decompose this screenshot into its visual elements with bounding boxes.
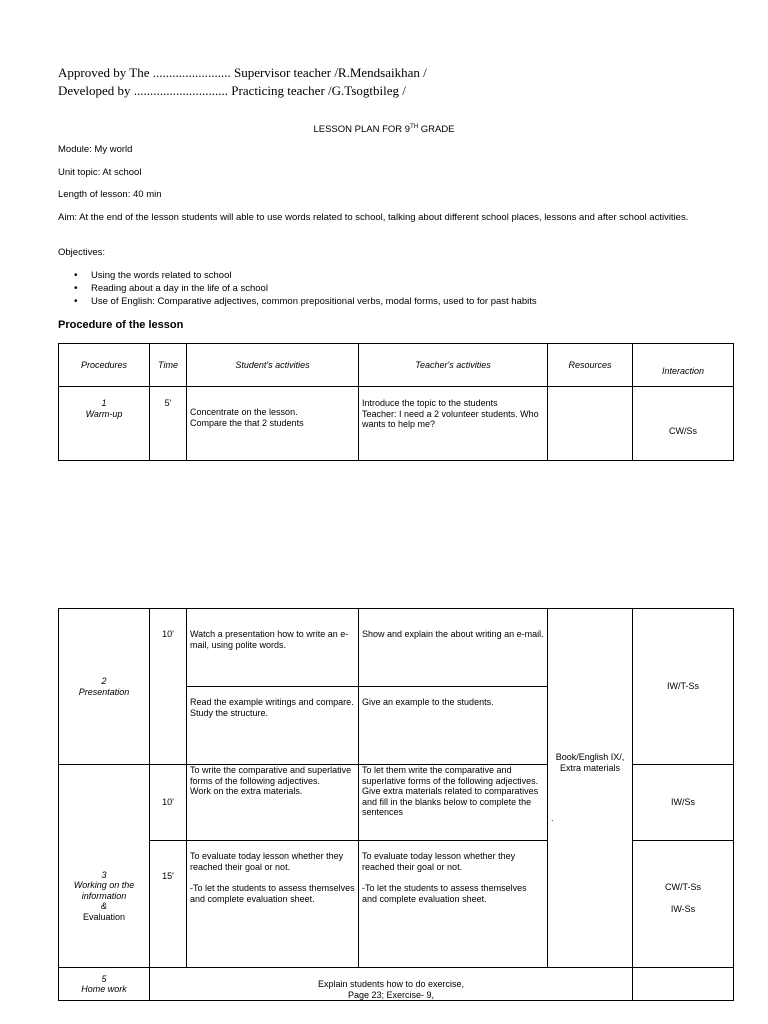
header-resources: Resources	[548, 344, 633, 387]
table-header-row	[59, 344, 734, 387]
procedure-name: Working on the	[73, 880, 135, 891]
procedure-cell	[59, 387, 150, 461]
table-row	[59, 968, 734, 1001]
teacher-activity: To evaluate today lesson whether they reached their goal or not.	[362, 851, 516, 872]
procedure-name: Presentation	[78, 686, 130, 697]
student-activity: To write the comparative and superlative forms of the following adjectives.	[190, 765, 352, 786]
developed-line: Developed by ............................. Practicing teacher /G.Tsogtbileg /	[58, 83, 406, 98]
procedure-cell	[59, 609, 150, 765]
procedure-name: Warm-up	[85, 408, 123, 419]
procedure-number: 3	[101, 869, 107, 880]
header-time: Time	[150, 344, 187, 387]
interaction-cell: IW/Ss	[633, 765, 734, 841]
title-tail: GRADE	[418, 124, 455, 136]
procedure-name: information	[81, 890, 127, 901]
procedure-name: &	[100, 901, 107, 912]
resource-item: Book/English IX/,	[555, 752, 625, 763]
time-cell: 15'	[150, 841, 187, 968]
resource-dot: .	[551, 813, 554, 824]
interaction-cell	[633, 841, 734, 968]
procedure-number: 1	[101, 398, 107, 408]
student-activity-cell	[187, 765, 359, 841]
homework-cell	[150, 968, 633, 1001]
table-row	[59, 765, 734, 841]
objective-item: • Using the words related to school	[58, 269, 708, 282]
teacher-activity-cell	[359, 841, 548, 968]
student-activities-cell	[187, 387, 359, 461]
student-activity: Compare the that 2 students	[190, 417, 304, 428]
procedure-heading: Procedure of the lesson	[58, 319, 184, 331]
resources-cell	[548, 387, 633, 461]
table-row	[59, 609, 734, 687]
teacher-activity: -To let the students to assess themselves and complete evaluation sheet.	[362, 883, 527, 904]
teacher-activities-cell	[359, 387, 548, 461]
student-activity: Concentrate on the lesson.	[190, 407, 298, 417]
student-activity: To evaluate today lesson whether they reached their goal or not.	[190, 851, 344, 872]
aim-paragraph: Aim: At the end of the lesson students will able to use words related to school, talking about different school places, lessons and after school activities.	[58, 212, 689, 223]
resource-item: Extra materials	[559, 762, 621, 773]
table-row	[59, 387, 734, 461]
procedure-cell	[59, 968, 150, 1001]
length-line: Length of lesson: 40 min	[58, 189, 162, 200]
procedure-number: 2	[101, 676, 107, 686]
student-activity: Watch a presentation how to write an e-mail, using polite words.	[187, 609, 359, 687]
resources-cell	[548, 609, 633, 968]
time-cell: 5'	[150, 387, 187, 461]
student-activity: Work on the extra materials.	[190, 786, 303, 796]
procedure-name: Home work	[81, 984, 127, 994]
objective-item: • Reading about a day in the life of a school	[58, 282, 708, 295]
student-activity: -To let the students to assess themselves and complete evaluation sheet.	[190, 883, 355, 904]
homework-text: Page 23; Exercise- 9,	[347, 989, 435, 1000]
time-cell: 10'	[150, 609, 187, 765]
interaction-value: CW/T-Ss	[665, 882, 702, 892]
procedure-number: 5	[101, 973, 107, 984]
student-activity-cell	[187, 687, 359, 765]
teacher-activity: Show and explain the about writing an e-mail.	[359, 609, 548, 687]
objectives-list	[58, 269, 708, 308]
procedure-name: Evaluation	[82, 911, 126, 922]
objectives-label: Objectives:	[58, 247, 105, 258]
header-teachers-activities: Teacher's activities	[359, 344, 548, 387]
interaction-cell: CW/Ss	[633, 387, 734, 461]
interaction-value: IW-Ss	[670, 903, 696, 914]
interaction-cell: IW/T-Ss	[633, 609, 734, 765]
approved-line: Approved by The ........................ Supervisor teacher /R.Mendsaikhan /	[58, 65, 427, 80]
title-sup: TH	[410, 124, 419, 130]
procedure-cell	[59, 765, 150, 968]
teacher-activity: To let them write the comparative and superlative forms of the following adjectives. Give extra materials related to comparatives and fill in the blanks below to complete the sentences	[359, 765, 548, 841]
teacher-activity: Introduce the topic to the students	[362, 398, 498, 408]
lesson-procedure-table	[58, 343, 734, 461]
homework-text: Explain students how to do exercise,	[317, 979, 465, 989]
header-procedures: Procedures	[59, 344, 150, 387]
unit-topic-line: Unit topic: At school	[58, 167, 142, 178]
table-row	[59, 841, 734, 968]
header-interaction: Interaction	[633, 344, 734, 387]
objective-item: • Use of English: Comparative adjectives, common prepositional verbs, modal forms, used to for past habits	[58, 295, 708, 308]
lesson-procedure-table-continued	[58, 608, 734, 1001]
student-activity: Read the example writings and compare.	[190, 697, 354, 707]
title-main: LESSON PLAN FOR 9	[313, 124, 411, 136]
teacher-activity: Give an example to the students.	[359, 687, 548, 765]
module-line: Module: My world	[58, 144, 133, 155]
student-activity: Study the structure.	[190, 707, 269, 718]
teacher-activity: Teacher: I need a 2 volunteer students. Who wants to help me?	[362, 408, 539, 429]
time-cell: 10'	[150, 765, 187, 841]
homework-interaction-cell	[633, 968, 734, 1001]
student-activity-cell	[187, 841, 359, 968]
lesson-plan-title	[0, 122, 768, 135]
header-students-activities: Student's activities	[187, 344, 359, 387]
